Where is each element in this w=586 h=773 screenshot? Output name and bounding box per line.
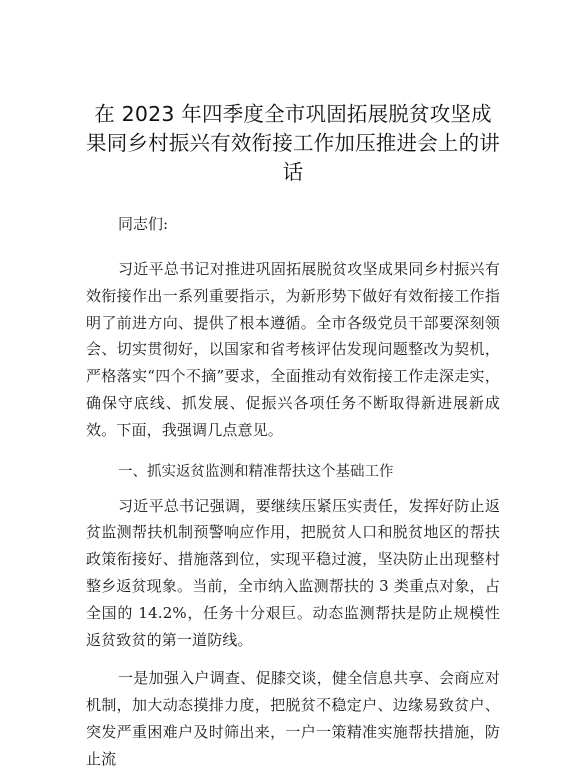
document-title: 在 2023 年四季度全市巩固拓展脱贫攻坚成果同乡村振兴有效衔接工作加压推进会上的讲话 (86, 102, 500, 184)
body-paragraph: 习近平总书记对推进巩固拓展脱贫攻坚成果同乡村振兴有效衔接作出一系列重要指示，为新形势下做好有效衔接工作指明了前进方向、提供了根本遵循。全市各级党员干部要深刻领会、切实贯彻好，以国家和省考核评估发现问题整改为契机，严格落实“四个不摘”要求，全面推动有效衔接工作走深走实，确保守底线、抓发展、促振兴各项任务不断取得新进展新成效。下面，我强调几点意见。 (86, 260, 500, 439)
section-heading: 一、抓实返贫监测和精准帮扶这个基础工作 (118, 463, 394, 480)
body-paragraph: 习近平总书记强调，要继续压紧压实责任，发挥好防止返贫监测帮扶机制预警响应作用，把脱贫人口和脱贫地区的帮扶政策衔接好、措施落到位，实现平稳过渡，坚决防止出现整村整乡返贫现象。当前，全市纳入监测帮扶的 3 类重点对象，占全国的 14.2%，任务十分艰巨。动态监测帮扶是防止规模性返贫致贫的第一道防线。 (86, 496, 500, 649)
body-paragraph: 一是加强入户调查、促膝交谈，健全信息共享、会商应对机制，加大动态摸排力度，把脱贫不稳定户、边缘易致贫户、突发严重困难户及时筛出来，一户一策精准实施帮扶措施，防止流 (86, 669, 500, 768)
salutation: 同志们: (118, 215, 169, 233)
